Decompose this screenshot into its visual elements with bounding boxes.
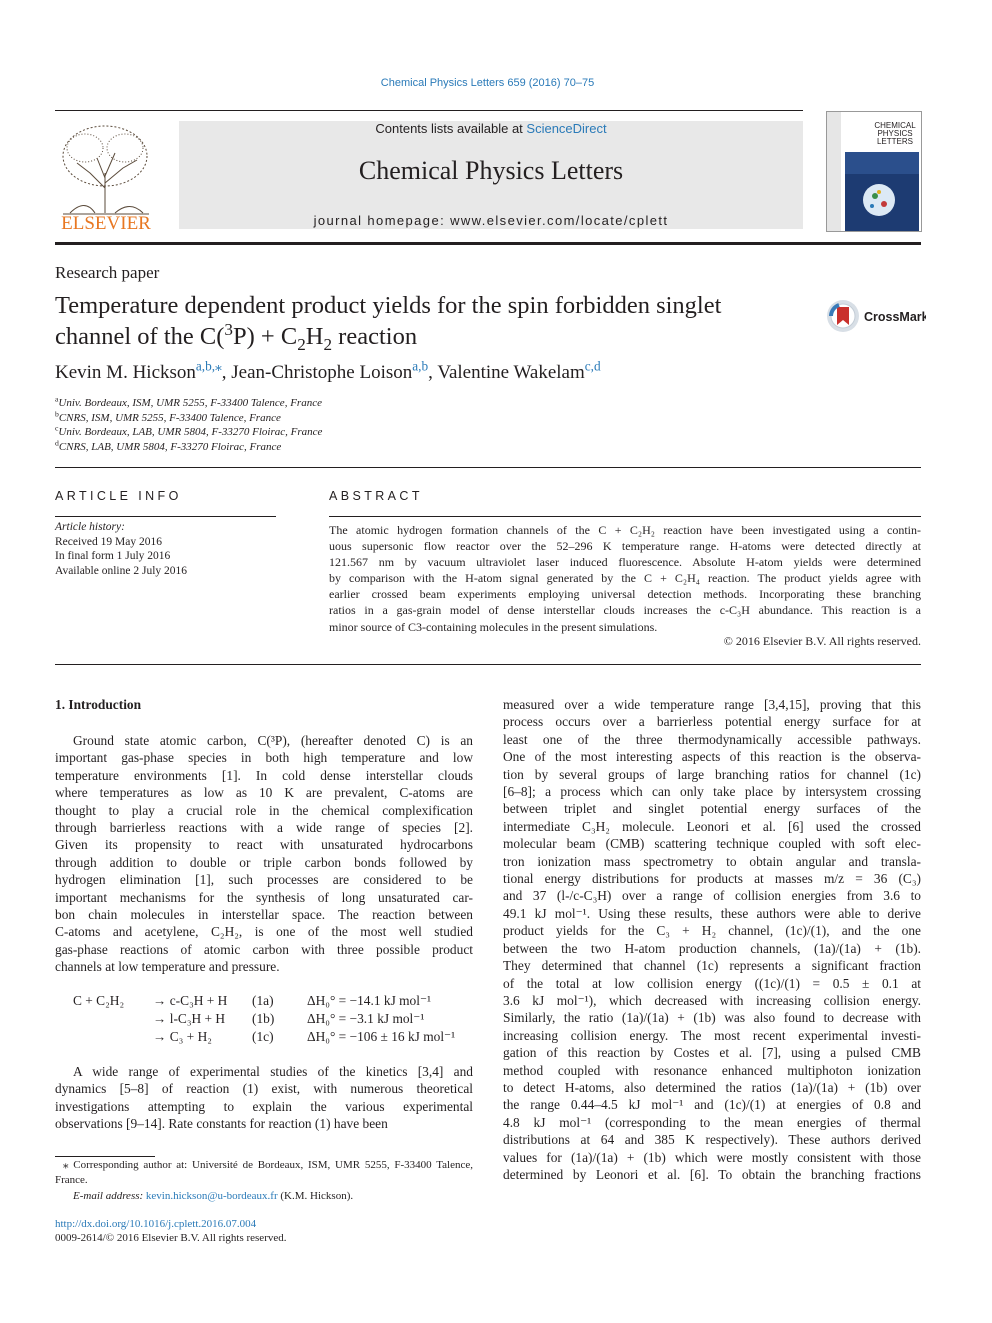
abstract-heading: ABSTRACT	[329, 489, 423, 503]
text-line: tron ionization mass spectrometry to obtain angular and transla-	[503, 853, 921, 869]
crossmark-label: CrossMark	[864, 310, 926, 324]
elsevier-wordmark: ELSEVIER	[61, 213, 151, 233]
reaction-reactants: C + C₂H₂	[73, 993, 125, 1008]
text-line: intermediate C₃H₂ molecule. Leonori et al. [6] used the crossed	[503, 818, 921, 834]
text-line: observations [9–14]. Rate constants for reaction (1) have been	[55, 1116, 388, 1132]
text-line: to detect H-atoms, also determined the ratios (1a)/(1a) + (1b) over	[503, 1079, 921, 1095]
reaction-row	[55, 1029, 475, 1047]
cover-title-line-3: LETTERS	[876, 137, 914, 146]
author-name[interactable]: Jean-Christophe Loison	[231, 362, 413, 383]
contents-line	[179, 121, 803, 136]
intro-paragraph-3	[503, 696, 921, 1183]
text-line: product yields for the C₃ + H₂ channel, (1c)/(1), and the one	[503, 923, 921, 939]
cover-title-line-2: PHYSICS	[877, 129, 913, 138]
reaction-row	[55, 993, 475, 1011]
text-line: through barrierless reactions with a wide range of species [2].	[55, 820, 473, 836]
author-separator: ,	[221, 362, 232, 383]
affiliation-text: CNRS, LAB, UMR 5804, F-33270 Floirac, France	[58, 440, 282, 453]
affiliation	[55, 408, 322, 426]
reaction-products: → l-C₃H + H	[153, 1011, 226, 1026]
abstract-copyright: © 2016 Elsevier B.V. All rights reserved.	[723, 634, 921, 648]
elsevier-logo[interactable]	[55, 118, 157, 233]
affiliation	[55, 396, 322, 411]
reaction-label: (1a)	[252, 993, 274, 1008]
text-line: 4.8 kJ mol⁻¹ (corresponding to the mean energies of thermal	[503, 1114, 921, 1130]
abstract-line: uous supersonic flow reactor over the 52–296 K temperature range. H-atoms were detected directly at	[329, 539, 921, 554]
reaction-products: → c-C₃H + H	[153, 993, 228, 1008]
text-line: 3.6 kJ mol⁻¹), which decreased with increasing collision energy.	[503, 992, 921, 1008]
reaction-row	[55, 1011, 475, 1029]
text-line: [6–8]; a process which can only take place by intersystem crossing	[503, 784, 921, 800]
reaction-equations	[55, 993, 475, 1047]
text-line: measured over a wide temperature range [3,4,15], proving that this	[503, 697, 921, 712]
journal-cover-thumbnail[interactable]	[826, 111, 922, 232]
article-title-line-2: channel of the $C(^3P) + C_2H_2$ reaction	[55, 319, 418, 354]
crossmark-badge[interactable]	[826, 298, 926, 334]
text-line: C-atoms and acetylene, C₂H₂, is one of the most well studied	[55, 924, 473, 940]
intro-paragraph-2	[55, 1063, 473, 1133]
text-line: and 37 (l-/c-C₃H) over a range of collision energies from 3.6 to	[503, 888, 921, 904]
abstract-text	[329, 522, 921, 635]
affiliation-mark: c	[55, 423, 59, 433]
text-line: dynamics [5–8] of reaction (1) exist, with numerous theoretical	[55, 1081, 473, 1097]
history-final-form: In final form 1 July 2016	[55, 550, 171, 563]
author-affiliation-marks: a,b,⁎	[195, 358, 222, 374]
affiliation	[55, 425, 322, 440]
abstract-rule	[329, 516, 921, 517]
history-online: Available online 2 July 2016	[55, 564, 188, 577]
text-line: Ground state atomic carbon, C(³P), (hereafter denoted C) is an	[73, 733, 473, 748]
header-top-rule	[55, 110, 803, 111]
abstract-line: 121.567 nm by vacuum ultraviolet laser induced fluorescence. Absolute H-atom yields were determined	[329, 555, 921, 570]
email-label: E-mail address:	[73, 1190, 146, 1203]
text-line: important gas-phase species in both high temperature and low	[55, 750, 473, 766]
text-line: distributions at 64 and 385 K respectively). These authors derived	[503, 1132, 921, 1148]
text-line: through addition to double or triple carbon bonds followed by	[55, 854, 473, 870]
elsevier-tree-icon	[55, 118, 157, 233]
text-line: least one of the three thermodynamically accessible pathways.	[503, 731, 921, 747]
title-rule	[55, 467, 921, 468]
history-received: Received 19 May 2016	[55, 535, 162, 548]
affiliation-text: CNRS, ISM, UMR 5255, F-33400 Talence, France	[58, 411, 281, 424]
text-line: tion by several groups of large branching ratios for channel (1c)	[503, 766, 921, 782]
sciencedirect-link[interactable]: ScienceDirect	[526, 121, 607, 136]
text-line: where temperatures as low as 10 K are prevalent, C-atoms are	[55, 785, 473, 801]
header-bottom-rule	[55, 242, 921, 245]
text-line: values for (1a)/(1a) + (1b) which were mostly consistent with those	[503, 1149, 921, 1165]
text-line: tional energy distributions for products at masses m/z = 36 (C₃)	[503, 871, 921, 887]
text-line: increasing collision energy. The most recent experimental investi-	[503, 1027, 921, 1043]
text-line: of the total at low collision energy ((1c)/(1) = 0.5 ± 0.1 at	[503, 975, 921, 991]
affiliation-list	[55, 396, 322, 454]
author-affiliation-marks: a,b	[412, 358, 429, 374]
abstract-line: earlier crossed beam experiments employing universal detection methods. Incorporating these branching	[329, 587, 921, 602]
text-line: One of the most interesting aspects of this reaction is the observa-	[503, 749, 921, 765]
article-history	[55, 520, 187, 578]
email-note	[55, 1189, 473, 1204]
section-heading-introduction: 1. Introduction	[55, 697, 142, 712]
affiliation	[55, 440, 322, 455]
text-line: hydrogen elimination [1], such processes are considered to be	[55, 872, 473, 888]
abstract-line: The atomic hydrogen formation channels of the C + C₂H₂ reaction have been investigated using a contin-	[329, 523, 921, 537]
abstract-line: minor source of C3-containing molecules in the present simulations.	[329, 619, 658, 634]
cover-title-line-1: CHEMICAL	[874, 121, 916, 130]
text-line: investigations attempting to explain the various experimental	[55, 1098, 473, 1114]
text-line: determined by Leonori et al. [6]. To obtain the branching fractions	[503, 1166, 921, 1182]
text-line: process occurs over a barrierless potential energy surface for at	[503, 714, 921, 730]
abstract-line: by comparison with the H-atom signal generated by the C + C₂H₄ reaction. The product yields agree with	[329, 571, 921, 586]
email-suffix: (K.M. Hickson).	[277, 1190, 354, 1203]
text-line: bon chain molecules in interstellar space. The reaction between	[55, 907, 473, 923]
author-list	[55, 358, 815, 384]
reaction-products: → C₃ + H₂	[153, 1029, 212, 1044]
issn-line: 0009-2614/© 2016 Elsevier B.V. All rights reserved.	[55, 1232, 287, 1244]
article-title	[55, 290, 815, 352]
affiliation-text: Univ. Bordeaux, LAB, UMR 5804, F-33270 Floirac, France	[58, 426, 323, 439]
article-info-rule	[55, 516, 276, 517]
doi-link[interactable]: http://dx.doi.org/10.1016/j.cplett.2016.07.004	[55, 1218, 257, 1230]
crossmark-icon	[826, 298, 926, 334]
article-info-heading: ARTICLE INFO	[55, 489, 182, 503]
author-email-link[interactable]: kevin.hickson@u-bordeaux.fr	[145, 1190, 278, 1203]
intro-paragraph-1	[55, 732, 473, 976]
journal-name: Chemical Physics Letters	[358, 156, 624, 185]
abstract-line: ratios in a gas-grain model of dense interstellar clouds increases the c-C₃H abundance. This reaction is a	[329, 603, 921, 618]
history-label: Article history:	[55, 521, 125, 533]
text-line: between the two H-atom production channels, (1a)/(1a) + (1b).	[503, 940, 921, 956]
abstract-bottom-rule	[55, 664, 921, 665]
corresponding-author-note: ⁎ Corresponding author at: Université de Bordeaux, ISM, UMR 5255, F-33400 Talence, France.	[55, 1159, 473, 1186]
reaction-enthalpy: ΔH₀° = −14.1 kJ mol⁻¹	[307, 993, 432, 1008]
text-line: 49.1 kJ mol⁻¹. Using these results, these authors were able to derive	[503, 905, 921, 921]
contents-prefix: Contents lists available at	[375, 121, 527, 136]
text-line: gation of this reaction by Costes et al. [7], using a pulsed CMB	[503, 1045, 921, 1061]
reaction-label: (1c)	[252, 1029, 274, 1044]
article-title-line-1: Temperature dependent product yields for the spin forbidden singlet	[55, 292, 722, 319]
text-line: important mechanisms for the synthesis of long unsaturated car-	[55, 889, 473, 905]
text-line: temperature environments [1]. In cold dense interstellar clouds	[55, 767, 473, 783]
text-line: Given its propensity to react with unsaturated hydrocarbons	[55, 837, 473, 853]
text-line: gas-phase reactions of atomic carbon with three possible product	[55, 941, 473, 957]
reaction-label: (1b)	[252, 1011, 275, 1026]
journal-reference-link[interactable]: Chemical Physics Letters 659 (2016) 70–75	[380, 77, 595, 89]
reaction-enthalpy: ΔH₀° = −3.1 kJ mol⁻¹	[307, 1011, 425, 1026]
affiliation-mark: a	[55, 394, 59, 404]
footnotes	[55, 1158, 473, 1204]
affiliation-mark: d	[55, 438, 59, 448]
article-type: Research paper	[55, 263, 160, 282]
text-line: They determined that channel (1c) represents a significant fraction	[503, 958, 921, 974]
text-line: between triplet and singlet potential energy surfaces of the	[503, 801, 921, 817]
affiliation-mark: b	[55, 408, 59, 418]
text-line: A wide range of experimental studies of the kinetics [3,4] and	[73, 1064, 473, 1079]
journal-cover-image	[827, 112, 921, 231]
text-line: molecular beam (CMB) scattering technique coupled with soft elec-	[503, 836, 921, 852]
affiliation-text: Univ. Bordeaux, ISM, UMR 5255, F-33400 Talence, France	[58, 397, 322, 409]
footnote-rule	[55, 1156, 155, 1157]
text-line: thought to play a crucial role in the chemical complexification	[55, 802, 473, 818]
text-line: channels at low temperature and pressure.	[55, 959, 280, 975]
text-line: method coupled with resonance enhanced multiphoton ionization	[503, 1062, 921, 1078]
author-separator: ,	[428, 362, 438, 383]
text-line: the range 0.44–4.5 kJ mol⁻¹ and (1c)/(1) at energies of 0.8 and	[503, 1097, 921, 1113]
author-affiliation-marks: c,d	[584, 358, 601, 374]
text-line: Similarly, the ratio (1a)/(1a) + (1b) was also found to decrease with	[503, 1010, 921, 1026]
author-name[interactable]: Valentine Wakelam	[437, 362, 585, 383]
author-name[interactable]: Kevin M. Hickson	[55, 362, 196, 383]
journal-homepage[interactable]: journal homepage: www.elsevier.com/locate/cplett	[313, 213, 669, 228]
reaction-enthalpy: ΔH₀° = −106 ± 16 kJ mol⁻¹	[307, 1029, 456, 1044]
